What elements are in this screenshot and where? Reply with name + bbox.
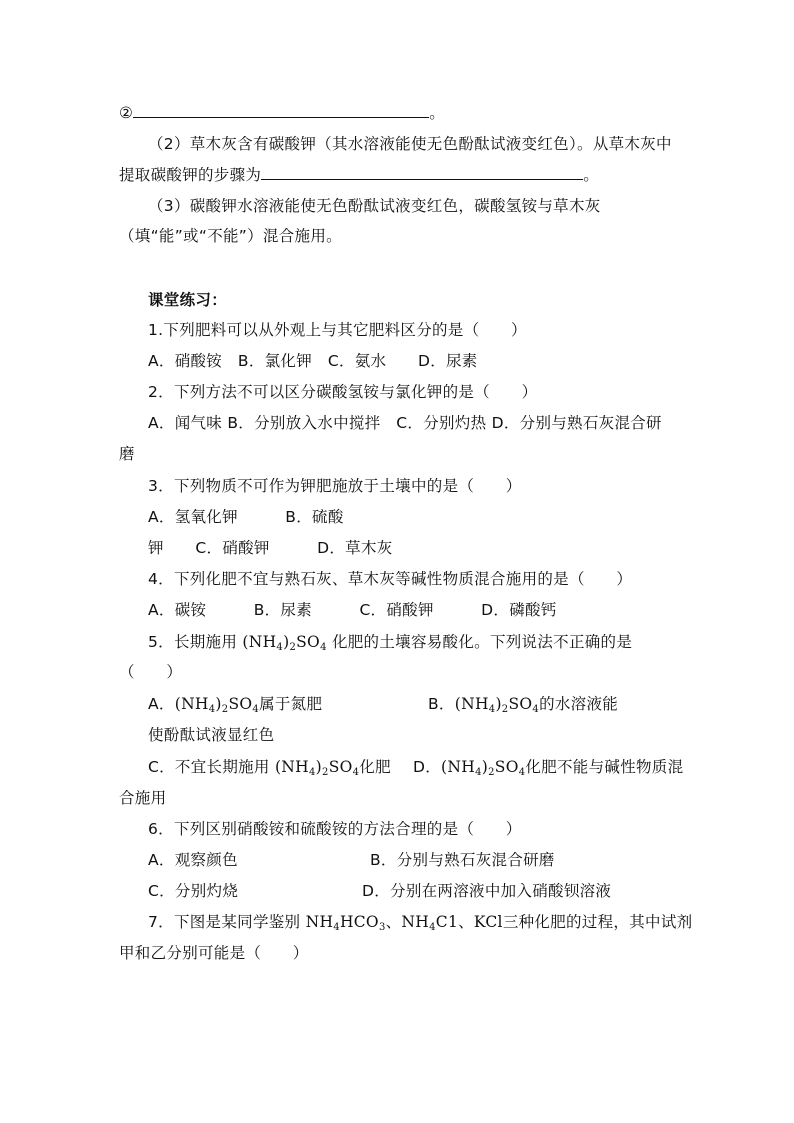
practice-q6-option-d: D．分别在两溶液中加入硝酸钡溶液 [362,882,612,900]
practice-q6-option-a: A．观察颜色 [148,851,238,869]
practice-q5-option-d: D．$(NH_4)_2SO_4$化肥不能与碱性物质混 [413,758,684,778]
practice-q7-continued: 甲和乙分别可能是（ ） [119,944,309,962]
ammonium-bicarbonate-formula: $NH_4HCO_3$ [305,913,386,933]
practice-q6: 6．下列区别硝酸铵和硫酸铵的方法合理的是（ ） [148,820,522,838]
practice-q2-options-continued: 磨 [119,445,135,463]
ammonium-sulfate-formula: $(NH_4)_2SO_4$ [454,695,540,715]
fill-item-2: ② 。 [119,104,446,122]
practice-q7: 7．下图是某同学鉴别 $NH_4HCO_3$、$NH_4C1$、KCl三种化肥的过程，其中试剂 [148,913,693,933]
practice-q3-options: A．氢氧化钾 B．硫酸 [148,508,344,526]
practice-q5-option-b-continued: 使酚酞试液显红色 [148,726,275,744]
practice-q1-options: A．硝酸铵 B．氯化钾 C．氨水 D．尿素 [148,352,478,370]
practice-q6-option-c: C．分别灼烧 [148,882,239,900]
practice-q5-option-a: A．$(NH_4)_2SO_4$属于氮肥 [148,695,323,715]
practice-q1: 1.下列肥料可以从外观上与其它肥料区分的是（ ） [148,321,527,339]
practice-q5-option-d-continued: 合施用 [119,789,167,807]
practice-q5-paren: （ ） [119,663,183,681]
ammonium-sulfate-formula: $(NH_4)_2SO_4$ [174,695,260,715]
question-3-continued: （填“能”或“不能”）混合施用。 [119,227,342,245]
practice-q5-option-b: B．$(NH_4)_2SO_4$的水溶液能 [428,695,619,715]
practice-heading: 课堂练习： [148,291,228,309]
potassium-chloride-formula: KCl [473,913,503,931]
question-2-continued: 提取碳酸钾的步骤为 。 [119,166,600,184]
practice-q5-option-c: C．不宜长期施用 $(NH_4)_2SO_4$化肥 [148,758,391,778]
answer-blank[interactable] [261,164,583,180]
practice-q3-options-continued: 钾 C．硝酸钾 D．草木灰 [148,539,393,557]
ammonium-sulfate-formula: $(NH_4)_2SO_4$ [274,758,360,778]
ammonium-chloride-formula: $NH_4C1$ [401,913,459,933]
practice-q4-options: A．碳铵 B．尿素 C．硝酸钾 D．磷酸钙 [148,601,557,619]
question-3-text: （3）碳酸钾水溶液能使无色酚酞试液变红色，碳酸氢铵与草木灰 [148,197,601,215]
practice-q6-option-b: B．分别与熟石灰混合研磨 [370,851,555,869]
practice-q5: 5．长期施用 $(NH_4)_2SO_4$ 化肥的土壤容易酸化。下列说法不正确的是 [148,633,633,653]
practice-q4: 4．下列化肥不宜与熟石灰、草木灰等碱性物质混合施用的是（ ） [148,570,633,588]
answer-blank[interactable] [133,102,429,118]
ammonium-sulfate-formula: $(NH_4)_2SO_4$ [441,758,526,778]
question-2-text: （2）草木灰含有碳酸钾（其水溶液能使无色酚酞试液变红色）。从草木灰中 [148,135,672,153]
practice-q2-options: A．闻气味 B．分别放入水中搅拌 C．分别灼热 D．分别与熟石灰混合研 [148,414,662,432]
practice-q3: 3．下列物质不可作为钾肥施放于土壤中的是（ ） [148,477,522,495]
ammonium-sulfate-formula: $(NH_4)_2SO_4$ [242,633,327,653]
practice-q2: 2．下列方法不可以区分碳酸氢铵与氯化钾的是（ ） [148,383,538,401]
